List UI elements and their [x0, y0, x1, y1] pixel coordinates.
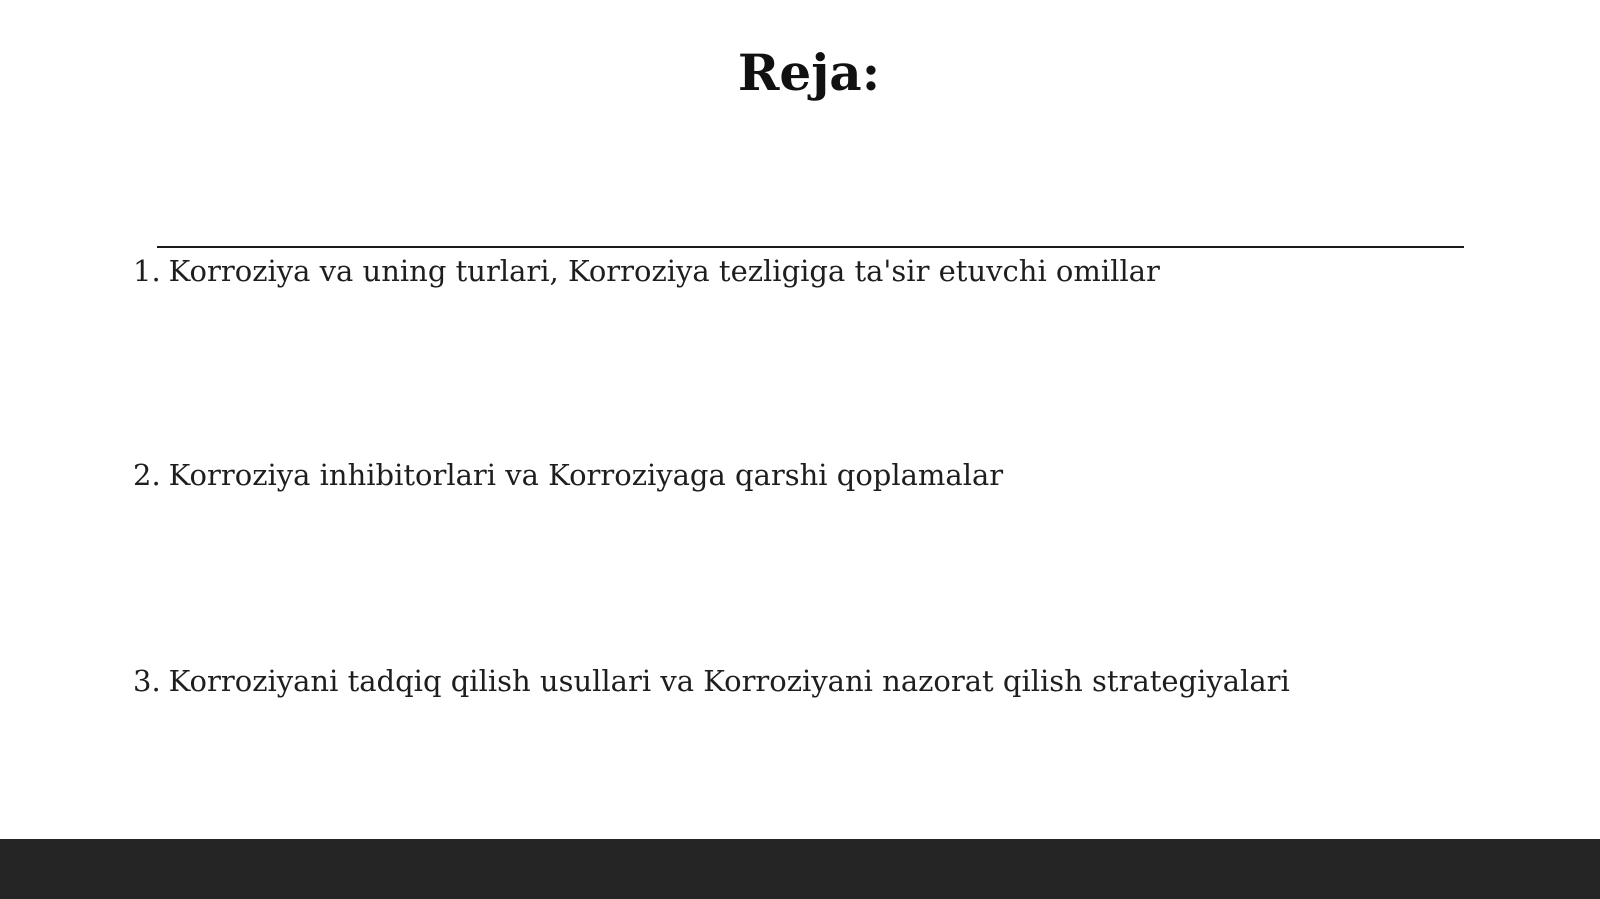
plan-item-number: 1.: [133, 254, 161, 288]
plan-item-text: Korroziya va uning turlari, Korroziya tezligiga ta'sir etuvchi omillar: [168, 254, 1160, 288]
slide-title: Reja:: [737, 43, 881, 102]
plan-item-number: 3.: [133, 664, 161, 698]
plan-item-number: 2.: [133, 458, 161, 492]
plan-item-2: [133, 455, 1003, 495]
plan-item-text: Korroziyani tadqiq qilish usullari va Korroziyani nazorat qilish strategiyalari: [168, 664, 1290, 698]
plan-item-text: Korroziya inhibitorlari va Korroziyaga qarshi qoplamalar: [168, 458, 1004, 492]
plan-item-1: [133, 251, 1160, 291]
plan-item-3: [133, 661, 1290, 701]
bottom-bar: [0, 839, 1600, 899]
title-divider: [157, 246, 1464, 248]
